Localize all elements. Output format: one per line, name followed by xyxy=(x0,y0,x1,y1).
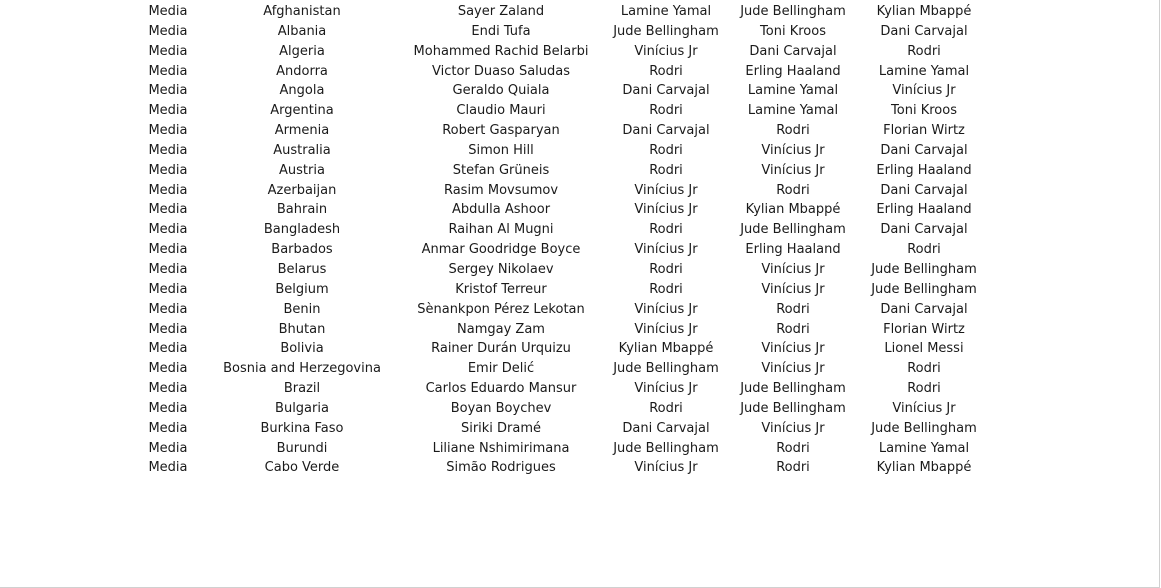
country-cell: Bosnia and Herzegovina xyxy=(223,361,381,377)
second-choice-cell: Lamine Yamal xyxy=(747,83,839,99)
first-choice-cell: Jude Bellingham xyxy=(613,440,719,456)
third-choice-cell: Jude Bellingham xyxy=(871,261,977,277)
country-cell: Azerbaijan xyxy=(267,182,337,198)
category-cell: Media xyxy=(148,63,188,79)
category-cell: Media xyxy=(148,261,188,277)
voter-cell: Victor Duaso Saludas xyxy=(431,63,571,79)
voter-cell: Raihan Al Mugni xyxy=(448,222,554,238)
third-choice-cell: Dani Carvajal xyxy=(880,301,968,317)
first-choice-cell: Jude Bellingham xyxy=(613,23,719,39)
voter-cell: Emir Delić xyxy=(467,361,535,377)
first-choice-cell: Rodri xyxy=(649,222,683,238)
voter-cell: Namgay Zam xyxy=(457,321,545,337)
category-cell: Media xyxy=(148,321,188,337)
voter-cell: Anmar Goodridge Boyce xyxy=(421,242,581,258)
category-cell: Media xyxy=(148,103,188,119)
third-choice-cell: Jude Bellingham xyxy=(871,420,977,436)
voter-cell: Abdulla Ashoor xyxy=(451,202,551,218)
first-choice-cell: Vinícius Jr xyxy=(634,202,698,218)
second-choice-cell: Jude Bellingham xyxy=(740,381,846,397)
first-choice-cell: Rodri xyxy=(649,400,683,416)
category-cell: Media xyxy=(148,83,188,99)
first-choice-cell: Kylian Mbappé xyxy=(618,341,714,357)
country-cell: Barbados xyxy=(271,242,333,258)
country-cell: Bhutan xyxy=(278,321,326,337)
country-cell: Bahrain xyxy=(276,202,328,218)
country-cell: Bolivia xyxy=(280,341,324,357)
voter-cell: Endi Tufa xyxy=(471,23,531,39)
third-choice-cell: Lionel Messi xyxy=(884,341,964,357)
third-choice-cell: Rodri xyxy=(907,43,941,59)
category-cell: Media xyxy=(148,440,188,456)
category-cell: Media xyxy=(148,460,188,476)
voter-cell: Rasim Movsumov xyxy=(443,182,559,198)
voter-cell: Carlos Eduardo Mansur xyxy=(425,381,577,397)
third-choice-cell: Vinícius Jr xyxy=(892,400,956,416)
country-cell: Andorra xyxy=(276,63,328,79)
second-choice-cell: Toni Kroos xyxy=(760,23,826,39)
country-cell: Angola xyxy=(279,83,325,99)
category-cell: Media xyxy=(148,4,188,19)
third-choice-cell: Lamine Yamal xyxy=(878,63,970,79)
second-choice-cell: Kylian Mbappé xyxy=(745,202,841,218)
second-choice-cell: Vinícius Jr xyxy=(761,162,825,178)
first-choice-cell: Rodri xyxy=(649,162,683,178)
voter-cell: Siriki Dramé xyxy=(460,420,542,436)
country-cell: Bulgaria xyxy=(275,400,329,416)
second-choice-cell: Jude Bellingham xyxy=(740,222,846,238)
second-choice-cell: Vinícius Jr xyxy=(761,341,825,357)
category-cell: Media xyxy=(148,381,188,397)
first-choice-cell: Vinícius Jr xyxy=(634,242,698,258)
third-choice-cell: Dani Carvajal xyxy=(880,142,968,158)
third-choice-cell: Dani Carvajal xyxy=(880,222,968,238)
first-choice-cell: Vinícius Jr xyxy=(634,43,698,59)
third-choice-cell: Toni Kroos xyxy=(891,103,957,119)
first-choice-cell: Jude Bellingham xyxy=(613,361,719,377)
category-cell: Media xyxy=(148,43,188,59)
voter-cell: Robert Gasparyan xyxy=(442,123,560,139)
category-cell: Media xyxy=(148,123,188,139)
third-choice-cell: Rodri xyxy=(907,381,941,397)
category-cell: Media xyxy=(148,361,188,377)
first-choice-cell: Dani Carvajal xyxy=(622,420,710,436)
third-choice-cell: Erling Haaland xyxy=(876,162,972,178)
country-cell: Albania xyxy=(277,23,327,39)
voter-cell: Boyan Boychev xyxy=(450,400,552,416)
second-choice-cell: Dani Carvajal xyxy=(749,43,837,59)
country-cell: Argentina xyxy=(270,103,334,119)
country-cell: Australia xyxy=(273,142,331,158)
first-choice-cell: Rodri xyxy=(649,103,683,119)
first-choice-cell: Vinícius Jr xyxy=(634,321,698,337)
category-cell: Media xyxy=(148,202,188,218)
second-choice-cell: Erling Haaland xyxy=(745,242,841,258)
third-choice-cell: Florian Wirtz xyxy=(883,321,965,337)
second-choice-cell: Rodri xyxy=(776,182,810,198)
third-choice-cell: Kylian Mbappé xyxy=(876,460,972,476)
third-choice-cell: Erling Haaland xyxy=(876,202,972,218)
first-choice-cell: Vinícius Jr xyxy=(634,460,698,476)
voter-cell: Mohammed Rachid Belarbi xyxy=(413,43,589,59)
category-cell: Media xyxy=(148,23,188,39)
voter-cell: Liliane Nshimirimana xyxy=(432,440,570,456)
category-cell: Media xyxy=(148,301,188,317)
third-choice-cell: Rodri xyxy=(907,242,941,258)
first-choice-cell: Vinícius Jr xyxy=(634,381,698,397)
second-choice-cell: Rodri xyxy=(776,301,810,317)
country-cell: Austria xyxy=(279,162,325,178)
voter-cell: Kristof Terreur xyxy=(455,281,547,297)
voter-cell: Claudio Mauri xyxy=(456,103,546,119)
second-choice-cell: Vinícius Jr xyxy=(761,281,825,297)
first-choice-cell: Vinícius Jr xyxy=(634,182,698,198)
third-choice-cell: Jude Bellingham xyxy=(871,281,977,297)
third-choice-cell: Rodri xyxy=(907,361,941,377)
country-cell: Armenia xyxy=(274,123,330,139)
country-cell: Afghanistan xyxy=(263,4,341,19)
second-choice-cell: Rodri xyxy=(776,321,810,337)
second-choice-cell: Rodri xyxy=(776,440,810,456)
second-choice-cell: Vinícius Jr xyxy=(761,361,825,377)
category-cell: Media xyxy=(148,182,188,198)
first-choice-cell: Dani Carvajal xyxy=(622,83,710,99)
country-cell: Burundi xyxy=(276,440,328,456)
second-choice-cell: Vinícius Jr xyxy=(761,142,825,158)
third-choice-cell: Florian Wirtz xyxy=(883,123,965,139)
country-cell: Brazil xyxy=(283,381,321,397)
second-choice-cell: Jude Bellingham xyxy=(740,4,846,19)
category-cell: Media xyxy=(148,162,188,178)
country-cell: Cabo Verde xyxy=(264,460,340,476)
first-choice-cell: Rodri xyxy=(649,261,683,277)
second-choice-cell: Erling Haaland xyxy=(745,63,841,79)
country-cell: Bangladesh xyxy=(263,222,341,238)
first-choice-cell: Rodri xyxy=(649,281,683,297)
country-cell: Burkina Faso xyxy=(260,420,344,436)
second-choice-cell: Jude Bellingham xyxy=(740,400,846,416)
category-cell: Media xyxy=(148,420,188,436)
country-cell: Benin xyxy=(283,301,321,317)
first-choice-cell: Lamine Yamal xyxy=(620,4,712,19)
second-choice-cell: Rodri xyxy=(776,460,810,476)
category-cell: Media xyxy=(148,400,188,416)
voter-cell: Sènankpon Pérez Lekotan xyxy=(417,301,585,317)
category-cell: Media xyxy=(148,222,188,238)
second-choice-cell: Vinícius Jr xyxy=(761,420,825,436)
first-choice-cell: Rodri xyxy=(649,142,683,158)
first-choice-cell: Rodri xyxy=(649,63,683,79)
voter-cell: Rainer Durán Urquizu xyxy=(431,341,571,357)
first-choice-cell: Vinícius Jr xyxy=(634,301,698,317)
first-choice-cell: Dani Carvajal xyxy=(622,123,710,139)
voter-cell: Stefan Grüneis xyxy=(452,162,550,178)
third-choice-cell: Dani Carvajal xyxy=(880,23,968,39)
voter-cell: Sergey Nikolaev xyxy=(448,261,554,277)
second-choice-cell: Lamine Yamal xyxy=(747,103,839,119)
second-choice-cell: Rodri xyxy=(776,123,810,139)
third-choice-cell: Vinícius Jr xyxy=(892,83,956,99)
second-choice-cell: Vinícius Jr xyxy=(761,261,825,277)
third-choice-cell: Dani Carvajal xyxy=(880,182,968,198)
country-cell: Belarus xyxy=(277,261,327,277)
voter-cell: Geraldo Quiala xyxy=(452,83,550,99)
voter-cell: Simão Rodrigues xyxy=(446,460,556,476)
category-cell: Media xyxy=(148,281,188,297)
category-cell: Media xyxy=(148,341,188,357)
country-cell: Algeria xyxy=(279,43,325,59)
country-cell: Belgium xyxy=(275,281,329,297)
third-choice-cell: Lamine Yamal xyxy=(878,440,970,456)
third-choice-cell: Kylian Mbappé xyxy=(876,4,972,19)
category-cell: Media xyxy=(148,242,188,258)
category-cell: Media xyxy=(148,142,188,158)
voter-cell: Simon Hill xyxy=(468,142,534,158)
voter-cell: Sayer Zaland xyxy=(457,4,545,19)
